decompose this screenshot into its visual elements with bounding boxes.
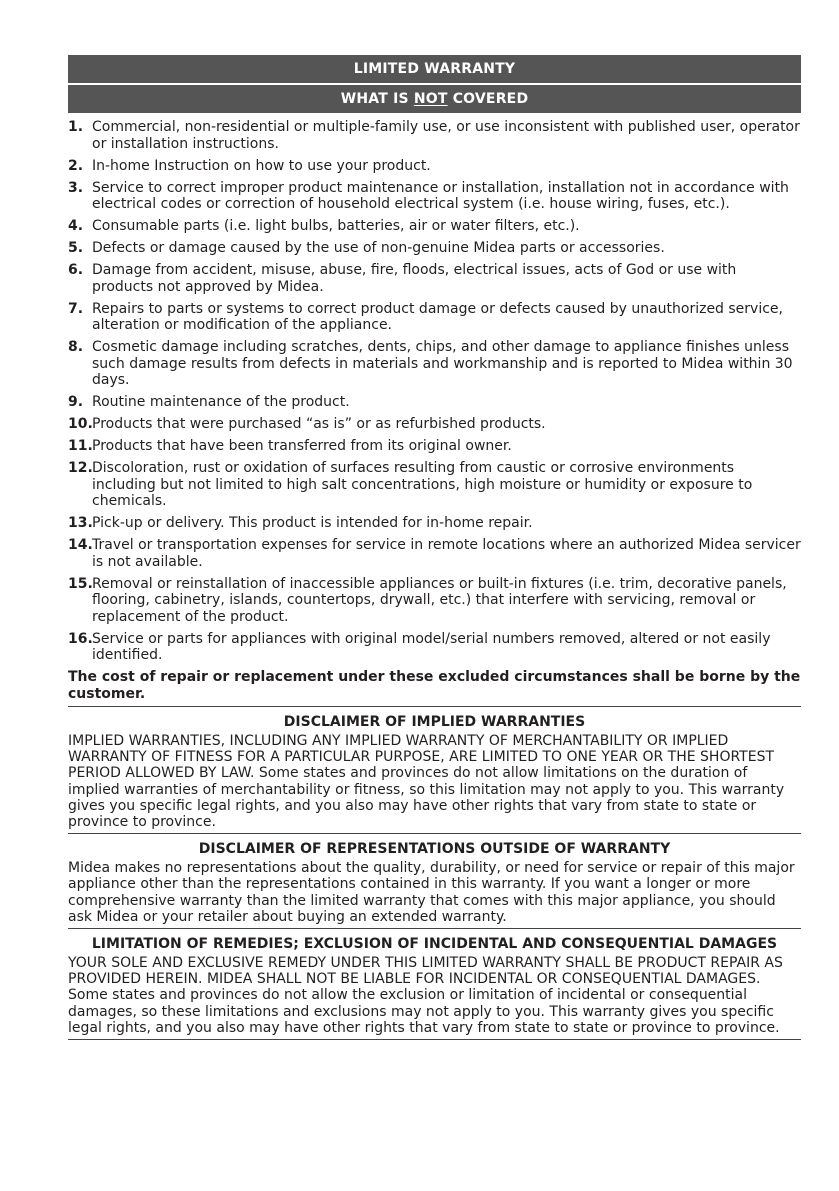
- exclusion-item: [68, 537, 801, 570]
- exclusion-item: [68, 301, 801, 334]
- not-covered-header: [68, 85, 801, 113]
- limitation-remedies-section: [68, 935, 801, 1040]
- exclusion-text: Service or parts for appliances with original model/serial numbers removed, altered or not easily identified.: [92, 630, 771, 663]
- exclusion-item: [68, 158, 801, 175]
- exclusion-text: Damage from accident, misuse, abuse, fire, floods, electrical issues, acts of God or use with products not approved by Midea.: [92, 262, 737, 295]
- exclusion-number: 9.: [68, 394, 84, 410]
- exclusion-item: [68, 218, 801, 235]
- disclaimer-representations-section: [68, 840, 801, 929]
- not-covered-emphasis: NOT: [413, 91, 448, 107]
- exclusion-number: 4.: [68, 218, 84, 234]
- exclusion-text: Products that were purchased “as is” or as refurbished products.: [92, 416, 546, 432]
- exclusion-item: [68, 631, 801, 664]
- limitation-remedies-body: YOUR SOLE AND EXCLUSIVE REMEDY UNDER THIS LIMITED WARRANTY SHALL BE PRODUCT REPAIR AS PROVIDED HEREIN. MIDEA SHALL NOT BE LIABLE FOR INCIDENTAL OR CONSEQUENTIAL DAMAGES. Some states and provinces do not allow the exclusion or limitation of incidental or consequential damages, so these limitations and exclusions may not apply to you. This warranty gives you specific legal rights, and you also may have other rights that vary from state to state or province to province.: [68, 955, 783, 1036]
- disclaimer-implied-section: [68, 713, 801, 834]
- exclusion-item: [68, 460, 801, 510]
- not-covered-prefix: WHAT IS: [340, 91, 414, 107]
- exclusion-number: 7.: [68, 300, 84, 317]
- disclaimer-representations-title: DISCLAIMER OF REPRESENTATIONS OUTSIDE OF WARRANTY: [198, 841, 671, 858]
- disclaimer-representations-body: Midea makes no representations about the quality, durability, or need for service or repair of this major appliance other than the representations contained in this warranty. If you want a longer or more comprehensive warranty than the limited warranty that comes with this major appliance, you should ask Midea or your retailer about buying an extended warranty.: [68, 860, 795, 925]
- exclusion-item: [68, 339, 801, 389]
- exclusion-item: [68, 515, 801, 532]
- exclusion-number: 14.: [68, 537, 93, 553]
- exclusion-text: Pick-up or delivery. This product is intended for in-home repair.: [92, 515, 533, 531]
- exclusion-number: 11.: [68, 438, 93, 454]
- exclusion-number: 15.: [68, 575, 93, 592]
- exclusion-number: 12.: [68, 460, 93, 476]
- exclusion-text: Travel or transportation expenses for service in remote locations where an authorized Midea servicer is not available.: [92, 537, 801, 570]
- exclusion-text: Defects or damage caused by the use of non-genuine Midea parts or accessories.: [92, 240, 665, 256]
- limitation-remedies-title: LIMITATION OF REMEDIES; EXCLUSION OF INCIDENTAL AND CONSEQUENTIAL DAMAGES: [91, 936, 778, 953]
- exclusion-number: 1.: [68, 119, 84, 135]
- limited-warranty-title: LIMITED WARRANTY: [353, 61, 516, 77]
- disclaimer-implied-body: IMPLIED WARRANTIES, INCLUDING ANY IMPLIED WARRANTY OF MERCHANTABILITY OR IMPLIED WARRANTY OF FITNESS FOR A PARTICULAR PURPOSE, ARE LIMITED TO ONE YEAR OR THE SHORTEST PERIOD ALLOWED BY LAW. Some states and provinces do not allow limitations on the duration of implied warranties of merchantability or fitness, so this limitation may not apply to you. This warranty gives you specific legal rights, and you also may have other rights that vary from state to state or province to province.: [68, 733, 785, 831]
- exclusion-text: Removal or reinstallation of inaccessible appliances or built-in fixtures (i.e. trim, decorative panels, flooring, cabinetry, islands, countertops, drywall, etc.) that interfere with servicing, removal or replacement of the product.: [92, 575, 787, 625]
- exclusion-number: 3.: [68, 179, 84, 196]
- exclusion-list: [68, 119, 801, 664]
- exclusion-item: [68, 262, 801, 295]
- exclusion-text: Service to correct improper product maintenance or installation, installation not in accordance with electrical codes or correction of household electrical system (i.e. house wiring, fuses, etc.).: [92, 179, 789, 212]
- exclusion-item: [68, 438, 801, 455]
- not-covered-suffix: COVERED: [447, 91, 529, 107]
- exclusion-text: Routine maintenance of the product.: [92, 394, 350, 410]
- exclusion-text: Commercial, non-residential or multiple-family use, or use inconsistent with published user, operator or installation instructions.: [92, 119, 800, 152]
- limited-warranty-header: [68, 55, 801, 85]
- exclusion-text: Repairs to parts or systems to correct product damage or defects caused by unauthorized service, alteration or modification of the appliance.: [92, 300, 783, 333]
- exclusion-text: Consumable parts (i.e. light bulbs, batteries, air or water filters, etc.).: [92, 218, 580, 234]
- exclusion-number: 13.: [68, 515, 93, 531]
- exclusion-text: Discoloration, rust or oxidation of surfaces resulting from caustic or corrosive environments including but not limited to high salt concentrations, high moisture or humidity or exposure to chemicals.: [92, 460, 753, 509]
- exclusion-number: 8.: [68, 339, 84, 355]
- exclusion-number: 6.: [68, 262, 84, 278]
- exclusion-text: Products that have been transferred from its original owner.: [92, 438, 512, 454]
- exclusion-item: [68, 576, 801, 626]
- exclusion-number: 16.: [68, 630, 93, 647]
- exclusion-number: 5.: [68, 240, 84, 256]
- exclusion-text: In-home Instruction on how to use your product.: [92, 157, 431, 174]
- exclusion-item: [68, 119, 801, 152]
- disclaimer-implied-title: DISCLAIMER OF IMPLIED WARRANTIES: [283, 714, 586, 730]
- cost-note: The cost of repair or replacement under these excluded circumstances shall be borne by the customer.: [68, 669, 801, 707]
- exclusion-text: Cosmetic damage including scratches, dents, chips, and other damage to appliance finishes unless such damage results from defects in materials and workmanship and is reported to Midea within 30 days.: [92, 339, 793, 388]
- exclusion-number: 10.: [68, 416, 93, 432]
- exclusion-item: [68, 240, 801, 257]
- warranty-document: [68, 55, 801, 1040]
- exclusion-item: [68, 416, 801, 433]
- exclusion-number: 2.: [68, 157, 84, 174]
- exclusion-item: [68, 180, 801, 213]
- exclusion-item: [68, 394, 801, 411]
